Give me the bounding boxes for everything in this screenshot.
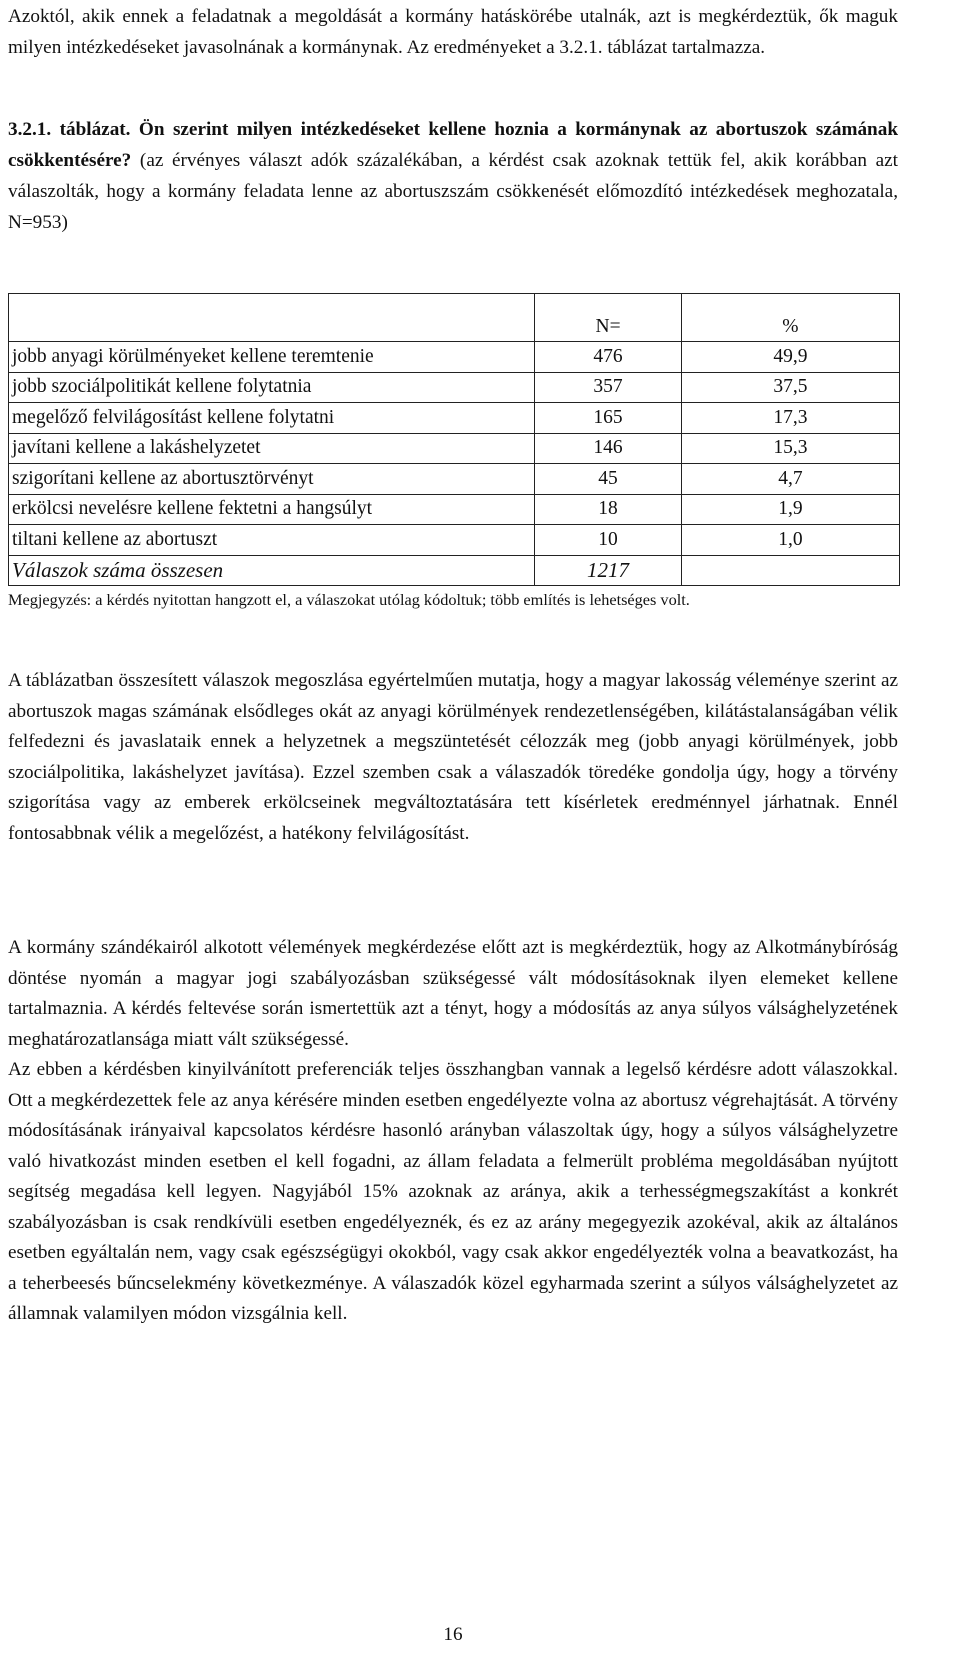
header-empty-cell — [9, 294, 535, 342]
row-label: erkölcsi nevelésre kellene fektetni a hangsúlyt — [9, 494, 535, 525]
table-row — [9, 494, 900, 525]
table-caption-title: 3.2.1. táblázat. Ön szerint milyen intézkedéseket kellene hoznia a kormánynak az abortuszok számának csökkentésére? — [8, 119, 898, 171]
row-label: szigorítani kellene az abortusztörvényt — [9, 464, 535, 495]
row-label: tiltani kellene az abortuszt — [9, 525, 535, 556]
table-row — [9, 372, 900, 403]
row-n: 146 — [535, 433, 682, 464]
body-paragraph-3: Az ebben a kérdésben kinyilvánított preferenciák teljes összhangban vannak a legelső kérdésre adott válaszokkal. Ott a megkérdezettek fele az anya kérésére minden esetben engedélyezte volna az abortusz végrehajtását. A törvény módosításának irányaival kapcsolatos kérdésre hasonló arányban válaszoltak úgy, hogy a súlyos válsághelyzetre való hivatkozást minden esetben el kell fogadni, az állam feladata a felmerült probléma megoldásában nyújtott segítség megadása kell legyen. Nagyjából 15% azoknak az aránya, akik a terhességmegszakítást a konkrét szabályozásban is csak rendkívüli esetben engedélyeznék, és ez az arány megegyezik azokéval, akik az általános esetben egyáltalán nem, vagy csak egészségügyi okokból, vagy csak akkor engedélyezték volna a beavatkozást, ha a teherbeesés bűncselekmény következménye. A válaszadók közel egyharmada szerint a súlyos válsághelyzetet az államnak valamilyen módon vizsgálnia kell. — [8, 1059, 898, 1324]
header-percent: % — [681, 294, 899, 342]
header-n: N= — [535, 294, 682, 342]
total-percent-empty — [681, 555, 899, 586]
intro-paragraph: Azoktól, akik ennek a feladatnak a megoldását a kormány hatáskörébe utalnák, azt is megkérdeztük, ők maguk milyen intézkedéseket javasolnának a kormánynak. Az eredményeket a 3.2.1. táblázat tartalmazza. — [8, 6, 898, 58]
row-label: megelőző felvilágosítást kellene folytatni — [9, 403, 535, 434]
body-paragraph-1: A táblázatban összesített válaszok megoszlása egyértelműen mutatja, hogy a magyar lakosság véleménye szerint az abortuszok magas számának elsődleges okát az anyagi körülmények rendezetlenségében, kilátástalanságában vélik felfedezni és javaslataik ennek a helyzetnek a megszüntetését célozzák meg (jobb anyagi körülmények, jobb szociálpolitika, lakáshelyzet javítása). Ezzel szemben csak a válaszadók töredéke gondolja úgy, hogy a törvény szigorítása vagy az emberek erkölcseinek megváltoztatására tett kísérletek eredménnyel járhatnak. Ennél fontosabbnak vélik a megelőzést, a hatékony felvilágosítást. — [8, 670, 898, 844]
row-n: 165 — [535, 403, 682, 434]
row-n: 45 — [535, 464, 682, 495]
table-caption — [8, 114, 898, 238]
total-n: 1217 — [535, 555, 682, 586]
row-percent: 49,9 — [681, 342, 899, 373]
row-percent: 15,3 — [681, 433, 899, 464]
row-n: 357 — [535, 372, 682, 403]
body-paragraph-2: A kormány szándékairól alkotott vélemények megkérdezése előtt azt is megkérdeztük, hogy az Alkotmánybíróság döntése nyomán a magyar jogi szabályozásban szükségessé vált módosításoknak ilyen elemeket kellene tartalmaznia. A kérdés feltevése során ismertettük azt a tényt, hogy a módosítás az anya súlyos válsághelyzetének meghatározatlansága miatt vált szükségessé. — [8, 937, 898, 1050]
table-row — [9, 464, 900, 495]
table-header-row — [9, 294, 900, 342]
row-percent: 4,7 — [681, 464, 899, 495]
table-row — [9, 525, 900, 556]
row-percent: 1,9 — [681, 494, 899, 525]
table-row — [9, 403, 900, 434]
table-total-row — [9, 555, 900, 586]
table-row — [9, 433, 900, 464]
body-paragraph-group — [8, 933, 898, 1330]
row-n: 18 — [535, 494, 682, 525]
total-label: Válaszok száma összesen — [9, 555, 535, 586]
table-caption-description: (az érvényes választ adók százalékában, a kérdést csak azoknak tettük fel, akik korábban azt válaszolták, hogy a kormány feladata lenne az abortuszszám csökkenését előmozdító intézkedések meghozatala, N=953) — [8, 150, 898, 233]
row-n: 476 — [535, 342, 682, 373]
row-percent: 1,0 — [681, 525, 899, 556]
row-percent: 37,5 — [681, 372, 899, 403]
row-label: javítani kellene a lakáshelyzetet — [9, 433, 535, 464]
page-number: 16 — [443, 1624, 463, 1645]
table-note: Megjegyzés: a kérdés nyitottan hangzott el, a válaszokat utólag kódoltuk; több említés is lehetséges volt. — [8, 590, 690, 609]
row-n: 10 — [535, 525, 682, 556]
row-label: jobb szociálpolitikát kellene folytatnia — [9, 372, 535, 403]
row-percent: 17,3 — [681, 403, 899, 434]
results-table — [8, 293, 900, 586]
table-row — [9, 342, 900, 373]
row-label: jobb anyagi körülményeket kellene teremtenie — [9, 342, 535, 373]
